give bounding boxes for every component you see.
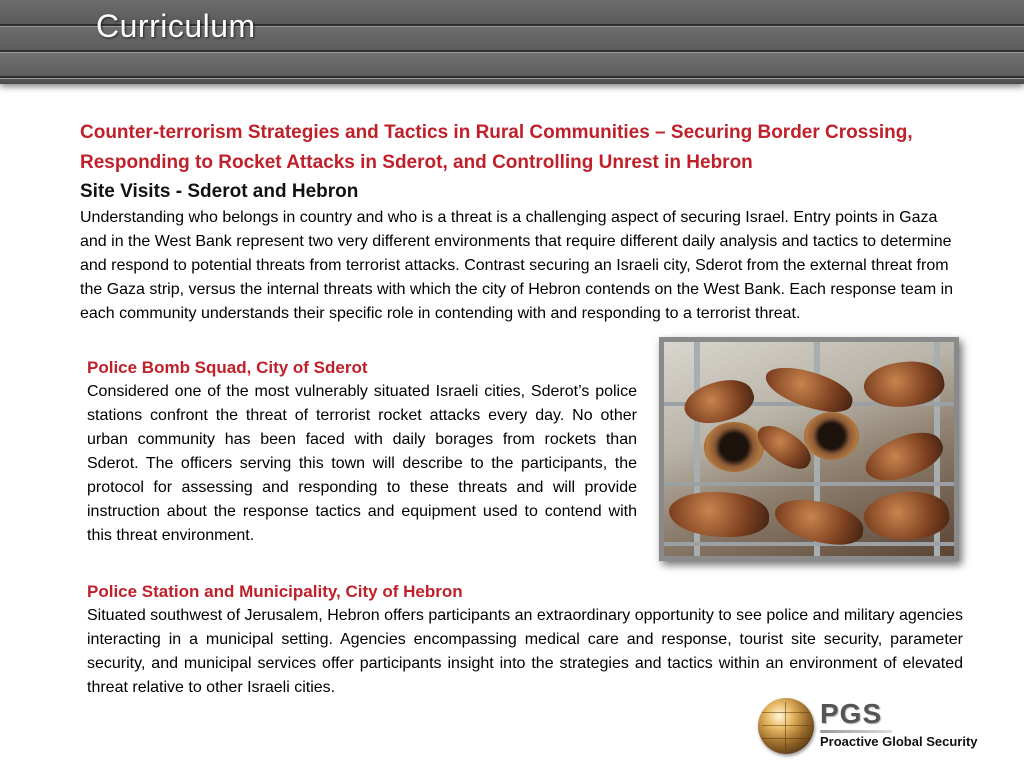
hebron-section (87, 580, 963, 700)
header-bar (0, 0, 1024, 84)
intro-body: Understanding who belongs in country and who is a threat is a challenging aspect of securing Israel. Entry points in Gaza and in the West Bank represent two very different environments that require different daily analysis and tactics to determine and respond to potential threats from terrorist attacks. Contrast securing an Israeli city, Sderot from the external threat from the Gaza strip, versus the internal threats with which the city of Hebron contends on the West Bank. Each response team in each community understands their specific role in contending with and responding to a terrorist threat. (80, 209, 954, 322)
photo-image (664, 342, 954, 556)
logo-name: Proactive Global Security (820, 734, 978, 749)
pgs-logo (758, 696, 994, 758)
intro-subheading: Site Visits - Sderot and Hebron (80, 181, 359, 202)
intro-heading: Counter-terrorism Strategies and Tactics in Rural Communities – Securing Border Crossing, Responding to Rocket Attacks in Sderot, and Controlling Unrest in Hebron (80, 122, 913, 173)
logo-swoosh (820, 730, 892, 733)
header-divider (0, 50, 1024, 53)
rocket-debris-photo (659, 337, 959, 561)
hebron-body: Situated southwest of Jerusalem, Hebron offers participants an extraordinary opportunity to see police and military agencies interacting in a municipal setting. Agencies encompassing medical care and response, tourist site security, parameter security, and municipal services offer participants insight into the strategies and tactics within an environment of elevated threat relative to other Israeli cities. (87, 607, 963, 696)
intro-section (80, 118, 960, 326)
slide-title: Curriculum (96, 8, 256, 44)
globe-icon (758, 698, 814, 754)
sderot-heading: Police Bomb Squad, City of Sderot (87, 358, 368, 377)
header-divider (0, 76, 1024, 79)
hebron-heading: Police Station and Municipality, City of Hebron (87, 582, 463, 601)
sderot-body: Considered one of the most vulnerably situated Israeli cities, Sderot’s police stations confront the threat of terrorist rocket attacks every day. No other urban community has been faced with daily borages from rockets than Sderot. The officers serving this town will describe to the participants, the protocol for assessing and responding to these threats and will provide instruction about the response tactics and equipment used to contend with this threat environment. (87, 383, 637, 544)
logo-abbreviation: PGS (820, 698, 883, 729)
sderot-section (87, 356, 637, 548)
